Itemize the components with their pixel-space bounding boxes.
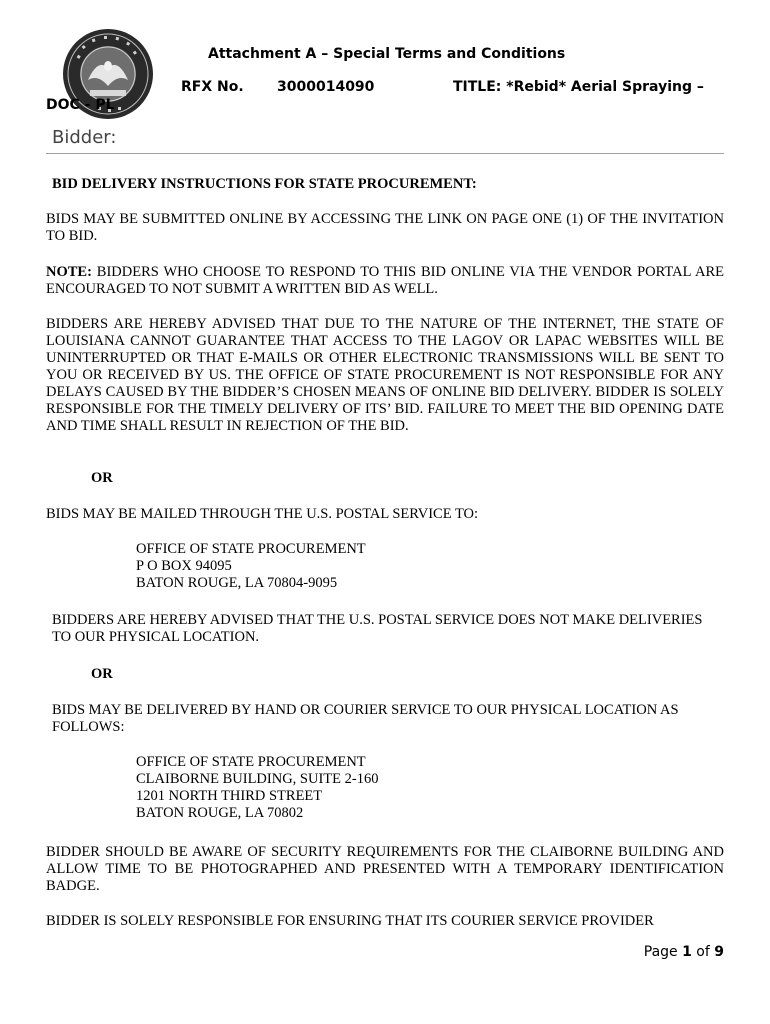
rfx-label: RFX No. <box>181 79 244 95</box>
address-line: OFFICE OF STATE PROCUREMENT <box>136 754 366 770</box>
paragraph-mail: BIDS MAY BE MAILED THROUGH THE U.S. POSTAL SERVICE TO: <box>46 506 479 522</box>
paragraph-note <box>46 264 724 298</box>
address-line: BATON ROUGE, LA 70802 <box>136 805 304 821</box>
address-line: OFFICE OF STATE PROCUREMENT <box>136 541 366 557</box>
paragraph-postal-note: BIDDERS ARE HEREBY ADVISED THAT THE U.S. POSTAL SERVICE DOES NOT MAKE DELIVERIES TO OUR PHYSICAL LOCATION. <box>52 612 703 645</box>
of-word: of <box>691 944 715 960</box>
bid-title-continued: DOC - PL <box>46 97 115 113</box>
or-separator: OR <box>91 470 113 486</box>
paragraph-courier: BIDDER IS SOLELY RESPONSIBLE FOR ENSURING THAT ITS COURIER SERVICE PROVIDER <box>46 913 654 929</box>
address-line: 1201 NORTH THIRD STREET <box>136 788 323 804</box>
bidder-label: Bidder: <box>52 127 117 148</box>
address-line: CLAIBORNE BUILDING, SUITE 2-160 <box>136 771 379 787</box>
current-page: 1 <box>682 944 692 960</box>
paragraph-internet: BIDDERS ARE HEREBY ADVISED THAT DUE TO THE NATURE OF THE INTERNET, THE STATE OF LOUISIANA CANNOT GUARANTEE THAT ACCESS TO THE LAGOV OR LAPAC WEBSITES WILL BE UNINTERRUPTED OR THAT E-MAILS OR OTHER ELECTRONIC TRANSMISSIONS WILL BE SENT TO YOU OR RECEIVED BY US. THE OFFICE OF STATE PROCUREMENT IS NOT RESPONSIBLE FOR ANY DELAYS CAUSED BY THE BIDDER’S CHOSEN MEANS OF ONLINE BID DELIVERY. BIDDER IS SOLELY RESPONSIBLE FOR THE TIMELY DELIVERY OF ITS’ BID. FAILURE TO MEET THE BID OPENING DATE AND TIME SHALL RESULT IN REJECTION OF THE BID. <box>46 316 724 434</box>
mail-address <box>136 541 636 592</box>
section-heading: BID DELIVERY INSTRUCTIONS FOR STATE PROCUREMENT: <box>52 176 477 192</box>
address-line: BATON ROUGE, LA 70804-9095 <box>136 575 338 591</box>
paragraph-hand-delivery: BIDS MAY BE DELIVERED BY HAND OR COURIER SERVICE TO OUR PHYSICAL LOCATION AS FOLLOWS: <box>52 702 679 735</box>
total-pages: 9 <box>714 944 724 960</box>
page-word: Page <box>643 944 683 960</box>
page-number <box>644 944 724 960</box>
or-separator: OR <box>91 666 113 682</box>
note-label: NOTE: <box>46 264 92 280</box>
note-text: BIDDERS WHO CHOOSE TO RESPOND TO THIS BID ONLINE VIA THE VENDOR PORTAL ARE ENCOURAGED TO NOT SUBMIT A WRITTEN BID AS WELL. <box>46 264 724 297</box>
header-divider <box>46 153 724 154</box>
paragraph-security: BIDDER SHOULD BE AWARE OF SECURITY REQUIREMENTS FOR THE CLAIBORNE BUILDING AND ALLOW TIME TO BE PHOTOGRAPHED AND PRESENTED WITH A TEMPORARY IDENTIFICATION BADGE. <box>46 844 724 894</box>
document-header-title: Attachment A – Special Terms and Conditions <box>208 46 566 62</box>
bid-title: TITLE: *Rebid* Aerial Spraying – <box>453 79 704 95</box>
paragraph-online: BIDS MAY BE SUBMITTED ONLINE BY ACCESSING THE LINK ON PAGE ONE (1) OF THE INVITATION TO BID. <box>46 211 724 244</box>
rfx-number: 3000014090 <box>277 79 375 95</box>
address-line: P O BOX 94095 <box>136 558 232 574</box>
physical-address <box>136 754 636 822</box>
